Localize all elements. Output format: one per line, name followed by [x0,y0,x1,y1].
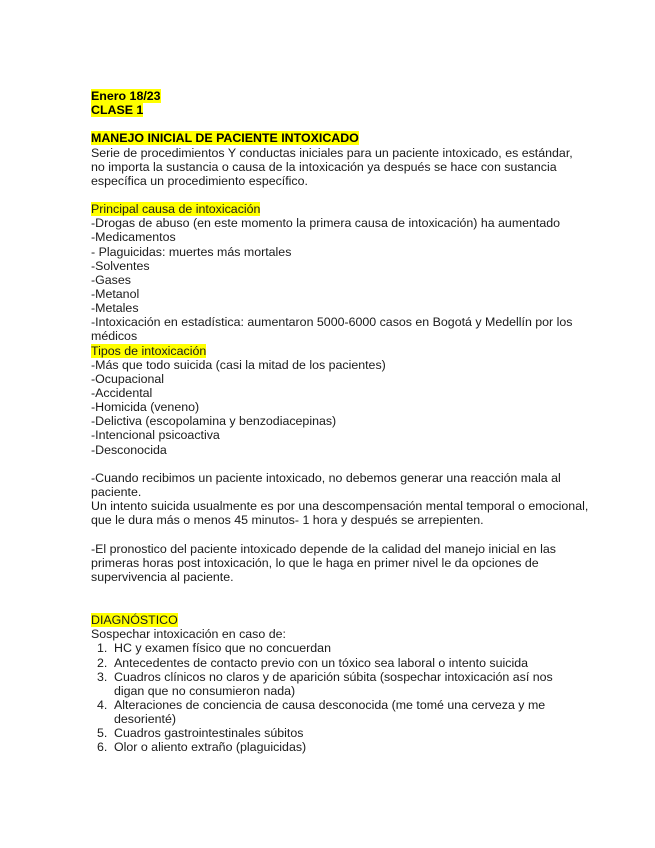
class-heading: CLASE 1 [91,103,144,118]
list-item: -Ocupacional [91,371,165,386]
list-item: -Delictiva (escopolamina y benzodiacepinas) [91,414,337,429]
causes-heading: Principal causa de intoxicación [91,202,261,217]
list-item: 2. Antecedentes de contacto previo con un tóxico sea laboral o intento suicida [97,655,528,670]
list-item: 1. HC y examen físico que no concuerdan [97,641,331,656]
paragraph-line: supervivencia al paciente. [91,569,234,584]
list-item-continuation: desorienté) [114,712,176,727]
date-heading: Enero 18/23 [91,89,161,103]
diagnosis-heading: DIAGNÓSTICO [91,613,178,628]
paragraph-line: -El pronostico del paciente intoxicado depende de la calidad del manejo inicial en las [91,541,556,556]
paragraph-line: Un intento suicida usualmente es por una descompensación mental temporal o emocional, [91,499,589,514]
paragraph-line: Serie de procedimientos Y conductas iniciales para un paciente intoxicado, es estándar, [91,145,573,160]
diagnosis-list [91,641,571,754]
list-item: 6. Olor o aliento extraño (plaguicidas) [97,740,307,755]
list-item: -Accidental [91,385,153,400]
list-item: - Plaguicidas: muertes más mortales [91,244,292,259]
paragraph-line: -Cuando recibimos un paciente intoxicado, no debemos generar una reacción mala al [91,470,561,485]
list-item: -Drogas de abuso (en este momento la primera causa de intoxicación) ha aumentado [91,216,561,231]
list-item: -Gases [91,272,131,287]
diagnosis-intro: Sospechar intoxicación en caso de: [91,627,286,642]
list-item: -Intoxicación en estadística: aumentaron 5000-6000 casos en Bogotá y Medellín por los [91,315,573,330]
paragraph-line: paciente. [91,484,142,499]
list-item-continuation: digan que no consumieron nada) [114,683,296,698]
list-item: médicos [91,329,138,344]
list-item: -Medicamentos [91,230,176,245]
types-heading: Tipos de intoxicación [91,343,207,358]
section-title: MANEJO INICIAL DE PACIENTE INTOXICADO [91,131,359,146]
list-item: -Homicida (veneno) [91,400,200,415]
list-item: -Solventes [91,258,150,273]
document-page [91,89,589,755]
paragraph-line: específica un procedimiento específico. [91,173,308,188]
list-item: -Metanol [91,286,140,301]
paragraph-line: primeras horas post intoxicación, lo que le haga en primer nivel le da opciones de [91,555,539,570]
list-item: 5. Cuadros gastrointestinales súbitos [97,726,304,741]
list-item: -Más que todo suicida (casi la mitad de los pacientes) [91,357,386,372]
paragraph-line: no importa la sustancia o causa de la intoxicación ya después se hace con sustancia [91,159,557,174]
list-item: 4. Alteraciones de conciencia de causa desconocida (me tomé una cerveza y me [97,698,546,713]
paragraph-line: que le dura más o menos 45 minutos- 1 hora y después se arrepienten. [91,513,484,528]
list-item: 3. Cuadros clínicos no claros y de aparición súbita (sospechar intoxicación así nos [97,669,553,684]
list-item: -Desconocida [91,442,167,457]
list-item: -Metales [91,301,139,316]
list-item: -Intencional psicoactiva [91,428,220,443]
